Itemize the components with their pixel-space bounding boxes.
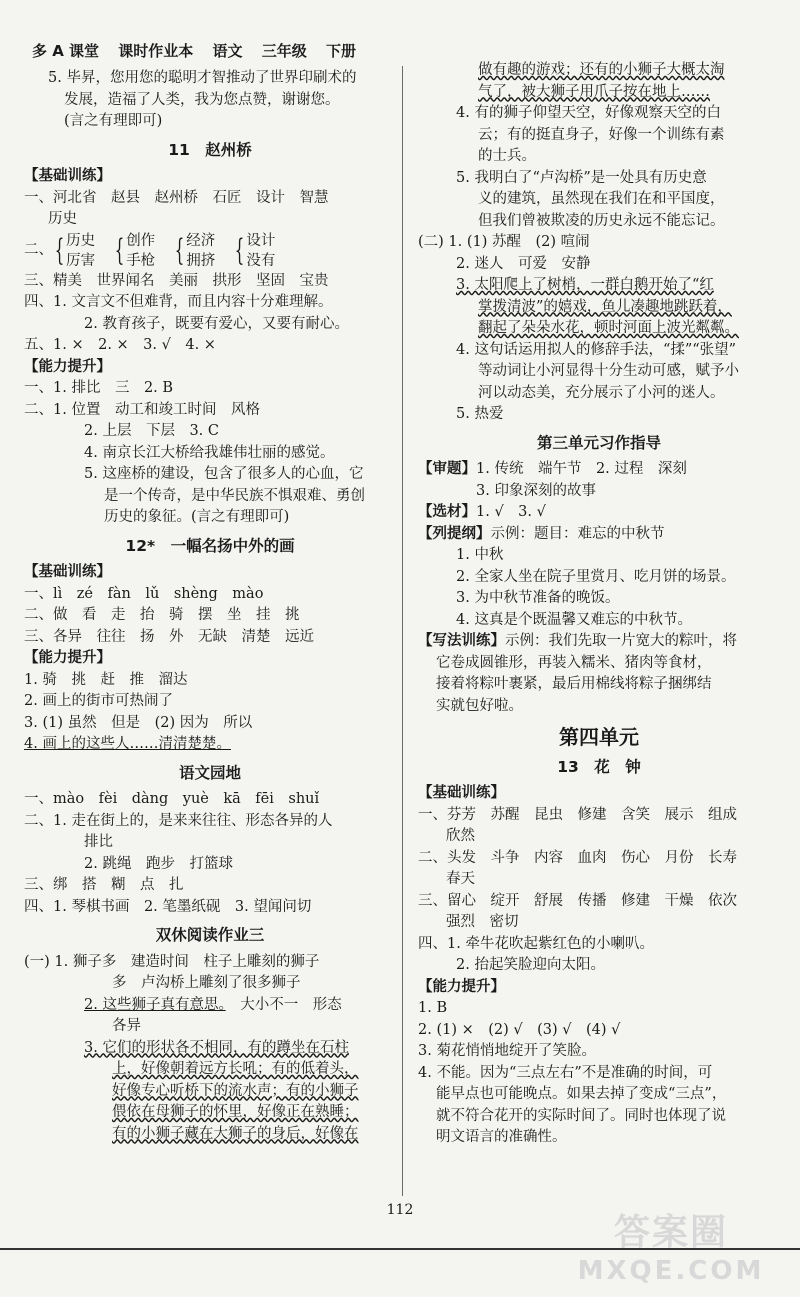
answer-line: 排比: [84, 834, 113, 850]
answer-line: 3. (1) 虽然 但是 (2) 因为 所以: [24, 714, 253, 731]
answer-line: [24, 995, 396, 1017]
page-number: 112: [386, 1202, 414, 1218]
answer-line: (二) 1. (1) 苏醒 (2) 喧闹: [418, 234, 590, 250]
answer-text: 大小不一 形态: [225, 996, 342, 1013]
section-title: 语文园地: [178, 763, 241, 782]
answer-line: 上，好像朝着远方长吼；有的低着头，: [112, 1061, 359, 1077]
answer-line: 五、1. × 2. × 3. √ 4. ×: [24, 337, 216, 353]
pair-word: 设计: [246, 232, 276, 249]
answer-line: 4. 这真是个既温馨又难忘的中秋节。: [456, 611, 692, 628]
answer-line: 气了，被大狮子用爪子按在地上……: [478, 83, 710, 100]
answer-line: 二、1. 走在街上的，是来来往往、形态各异的人: [24, 812, 333, 829]
pair-word: 创作: [126, 232, 156, 249]
watermark-logo: [556, 1210, 786, 1290]
brace-icon: {: [174, 232, 185, 268]
header-brand: 多 A 课堂: [32, 42, 100, 60]
header-subject: 语文: [212, 42, 243, 60]
answer-line: 2. 全家人坐在院子里赏月、吃月饼的场景。: [456, 568, 736, 585]
answer-line: 云；有的挺直身子，好像一个训练有素: [478, 126, 725, 143]
word-pair: [126, 231, 155, 271]
answer-line: 四、1. 文言文不但难背，而且内容十分难理解。: [24, 294, 333, 310]
right-column: [418, 60, 780, 1149]
brace-word-pairs: [24, 231, 396, 271]
answer-line: 它卷成圆锥形，再装入糯米、猪肉等食材，: [436, 654, 712, 671]
subsection-tag: 【列提纲】: [418, 525, 491, 542]
column-divider: [402, 66, 403, 1196]
answer-line: 明文语言的准确性。: [436, 1129, 567, 1145]
answer-line: 1. B: [418, 1000, 448, 1016]
answer-line: 4. 有的狮子仰望天空，好像观察天空的白: [456, 105, 721, 121]
answer-line: 发展，造福了人类，我为您点赞，谢谢您。: [64, 91, 340, 108]
brace-icon: {: [235, 232, 245, 268]
answer-line: 4. 画上的这些人……清清楚楚。: [24, 736, 231, 752]
answer-line: 4. 南京长江大桥给我雄伟壮丽的感觉。: [84, 444, 335, 461]
answer-line: [418, 524, 780, 546]
answer-line: 接着将粽叶裹紧，最后用棉线将粽子捆绑结: [436, 676, 712, 692]
subsection-tag: 【写法训练】: [418, 633, 505, 649]
subsection-tag: 【能力提升】: [418, 978, 505, 995]
answer-line: 历史: [48, 211, 77, 227]
section-title: 双休阅读作业三: [155, 926, 265, 944]
answer-line: 偎依在母狮子的怀里，好像正在熟睡；: [112, 1104, 359, 1120]
answer-line: 一、芬芳 苏醒 昆虫 修建 含笑 展示 组成: [418, 806, 737, 823]
answer-line: 掌拨清波”的嬉戏，鱼儿凑趣地跳跃着，: [478, 298, 732, 315]
answer-line: 四、1. 牵牛花吹起紫红色的小喇叭。: [418, 935, 654, 952]
pair-word: 拥挤: [186, 252, 216, 269]
answer-line: 5. 这座桥的建设，包含了很多人的心血，它: [84, 466, 364, 482]
answer-line: (言之有理即可): [64, 113, 163, 129]
page-header: [32, 40, 370, 61]
answer-line: 强烈 密切: [446, 914, 519, 930]
answer-line: 三、留心 绽开 舒展 传播 修建 干燥 依次: [418, 892, 737, 909]
pair-word: 没有: [246, 252, 276, 269]
answer-line: 二、1. 位置 动工和竣工时间 风格: [24, 401, 260, 418]
watermark-text: 答案圈: [613, 1212, 728, 1253]
answer-line: 历史的象征。(言之有理即可): [104, 509, 290, 525]
answer-line: 四、1. 琴棋书画 2. 笔墨纸砚 3. 望闻问切: [24, 898, 312, 915]
answer-line: 3. 太阳爬上了树梢，一群白鹅开始了“红: [456, 277, 714, 293]
answer-line: 等动词让小河显得十分生动可感，赋予小: [478, 363, 739, 379]
section-title: 12* 一幅名扬中外的画: [125, 536, 295, 555]
answer-line: 做有趣的游戏；还有的小狮子大概太淘: [478, 62, 725, 78]
answer-line: 4. 这句话运用拟人的修辞手法，“揉”“张望”: [456, 341, 737, 358]
watermark-domain: MXQE.COM: [577, 1256, 765, 1286]
answer-line: 春天: [446, 871, 475, 887]
answer-line: 5. 我明白了“卢沟桥”是一处具有历史意: [456, 169, 707, 186]
answer-line: 欣然: [446, 828, 475, 844]
item-label: 二、: [24, 241, 53, 258]
answer-line: 实就包好啦。: [436, 697, 523, 714]
answer-line: 一、1. 排比 三 2. B: [24, 380, 174, 396]
answer-line: 二、做 看 走 抬 骑 摆 坐 挂 挑: [24, 607, 300, 623]
unit-title: 第四单元: [559, 725, 639, 749]
header-volume: 下册: [326, 42, 357, 60]
pair-word: 经济: [186, 232, 216, 249]
answer-line: 能早点也可能晚点。如果去掉了变成“三点”，: [436, 1086, 727, 1102]
answer-line: 义的建筑，虽然现在我们在和平国度，: [478, 191, 725, 207]
word-pair: [66, 231, 95, 271]
answer-line: 2. 上层 下层 3. C: [84, 423, 219, 439]
answer-line: 有的小狮子藏在大狮子的身后，好像在: [112, 1125, 359, 1142]
answer-text: 1. 传统 端午节 2. 过程 深刻: [476, 461, 687, 477]
section-title: 11 赵州桥: [168, 140, 252, 159]
answer-line: 二、头发 斗争 内容 血肉 伤心 月份 长寿: [418, 849, 737, 866]
word-pair: [246, 231, 275, 271]
answer-line: 4. 不能。因为“三点左右”不是准确的时间，可: [418, 1064, 713, 1081]
section-title: 第三单元习作指导: [536, 433, 661, 452]
answer-line: 1. 骑 挑 赶 推 溜达: [24, 671, 188, 688]
answer-line: 2. 迷人 可爱 安静: [456, 255, 591, 272]
answer-line: 河以动态美，充分展示了小河的迷人。: [478, 384, 725, 401]
pair-word: 历史: [66, 232, 96, 249]
subsection-tag: 【基础训练】: [24, 564, 111, 580]
answer-line: 2. 跳绳 跑步 打篮球: [84, 855, 233, 872]
answer-line: 2. 抬起笑脸迎向太阳。: [456, 957, 605, 973]
answer-line: [418, 631, 780, 653]
header-grade: 三年级: [261, 42, 307, 60]
answer-line: 3. 它们的形状各不相同，有的蹲坐在石柱: [84, 1039, 349, 1056]
answer-text: 示例：题目：难忘的中秋节: [490, 525, 665, 542]
answer-line: (一) 1. 狮子多 建造时间 柱子上雕刻的狮子: [24, 953, 320, 970]
answer-line: 三、精美 世界闻名 美丽 拱形 坚固 宝贵: [24, 272, 329, 289]
answer-line: 翻起了朵朵水花，顿时河面上波光粼粼。: [478, 320, 739, 336]
underlined-text: 2. 这些狮子真有意思。: [84, 996, 226, 1013]
answer-line: 一、河北省 赵县 赵州桥 石匠 设计 智慧: [24, 189, 329, 206]
answer-line: 是一个传奇，是中华民族不惧艰难、勇创: [104, 487, 365, 504]
answer-line: 2. 教育孩子，既要有爱心，又要有耐心。: [84, 315, 349, 332]
answer-line: 的士兵。: [478, 148, 536, 164]
pair-word: 厉害: [66, 252, 96, 269]
left-column: [24, 68, 396, 1145]
subsection-tag: 【基础训练】: [418, 785, 505, 801]
answer-line: 3. 印象深刻的故事: [476, 482, 596, 499]
answer-line: [418, 459, 780, 481]
answer-line: 就不符合花开的实际时间了。同时也体现了说: [436, 1107, 726, 1124]
subsection-tag: 【能力提升】: [24, 358, 111, 375]
brace-icon: {: [114, 232, 125, 268]
answer-line: 但我们曾被欺凌的历史永远不能忘记。: [478, 212, 725, 229]
answer-line: 一、lì zé fàn lǔ shèng mào: [24, 585, 264, 602]
answer-line: 3. 为中秋节准备的晚饭。: [456, 590, 620, 606]
subsection-tag: 【能力提升】: [24, 650, 111, 666]
answer-line: 5. 热爱: [456, 406, 504, 422]
subsection-tag: 【基础训练】: [24, 168, 111, 184]
answer-line: 好像专心听桥下的流水声；有的小狮子: [112, 1082, 359, 1099]
subsection-tag: 【审题】: [418, 461, 476, 477]
answer-line: 1. 中秋: [456, 547, 504, 563]
subsection-tag: 【选材】: [418, 504, 476, 520]
header-series: 课时作业本: [118, 42, 194, 60]
brace-icon: {: [54, 232, 65, 268]
answer-line: [418, 502, 780, 524]
answer-line: 3. 菊花悄悄地绽开了笑脸。: [418, 1043, 596, 1059]
word-pair: [186, 231, 215, 271]
answer-line: 三、绑 搭 糊 点 扎: [24, 877, 184, 893]
answer-line: 2. (1) × (2) √ (3) √ (4) √: [418, 1021, 621, 1038]
answer-line: 5. 毕昇，您用您的聪明才智推动了世界印刷术的: [48, 70, 357, 86]
answer-line: 2. 画上的街市可热闹了: [24, 693, 173, 709]
answer-line: 多 卢沟桥上雕刻了很多狮子: [112, 975, 301, 991]
answer-line: 三、各异 往往 扬 外 无缺 清楚 远近: [24, 628, 314, 645]
pair-word: 手枪: [126, 252, 156, 269]
answer-text: 示例：我们先取一片宽大的粽叶，将: [505, 633, 737, 649]
answer-line: 一、mào fèi dàng yuè kā fēi shuǐ: [24, 791, 320, 807]
answer-text: 1. √ 3. √: [476, 504, 546, 520]
answer-line: 各异: [112, 1018, 141, 1034]
section-title: 13 花 钟: [557, 757, 641, 776]
